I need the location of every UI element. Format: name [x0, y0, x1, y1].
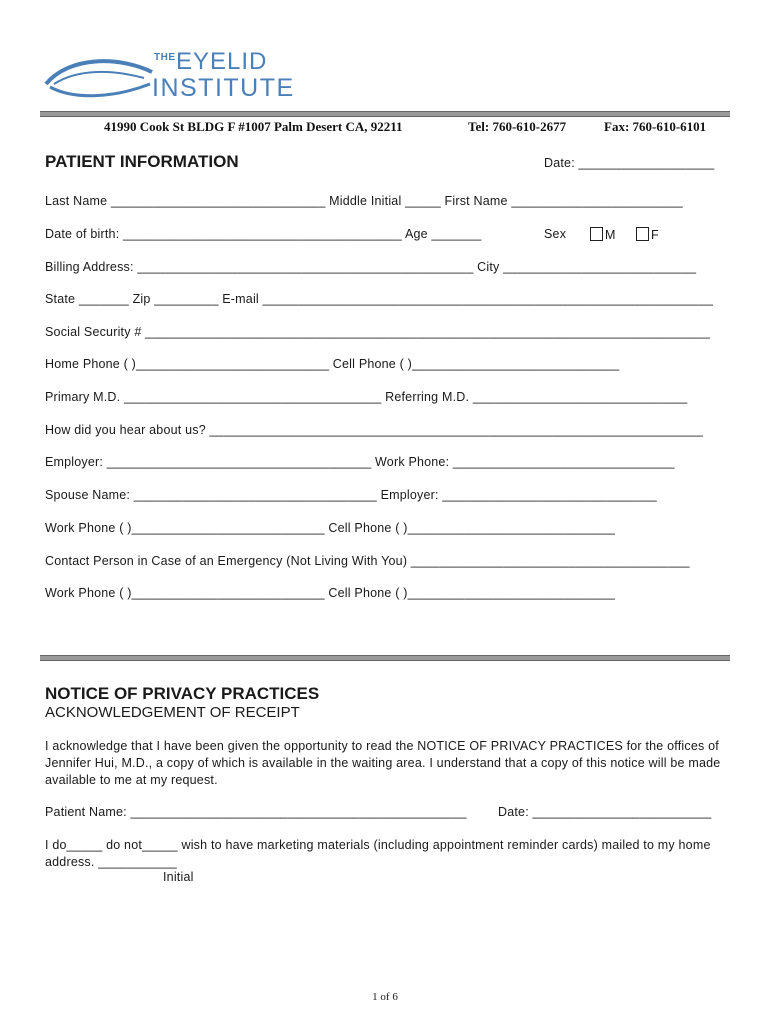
logo-the: THE — [154, 52, 176, 63]
female-checkbox[interactable] — [636, 227, 649, 241]
patient-name-field[interactable]: Patient Name: _______________________________________________ — [45, 805, 467, 819]
eye-logo-icon — [44, 54, 154, 104]
spouse-fields[interactable]: Spouse Name: __________________________________ Employer: ______________________________ — [45, 488, 657, 502]
sex-label: Sex — [544, 227, 567, 241]
sex-male-option[interactable] — [590, 227, 616, 242]
privacy-subtitle: ACKNOWLEDGEMENT OF RECEIPT — [45, 704, 300, 721]
emergency-contact-field[interactable]: Contact Person in Case of an Emergency (Not Living With You) _______________________________________ — [45, 554, 690, 568]
privacy-paragraph: I acknowledge that I have been given the opportunity to read the NOTICE OF PRIVACY PRACTICES for the offices of Jennifer Hui, M.D., a copy of which is available in the waiting area. I understand that a copy of this notice will be made available to me at my request. — [45, 739, 721, 787]
dob-age-fields[interactable]: Date of birth: _______________________________________ Age _______ — [45, 227, 482, 241]
page-number: 1 of 6 — [372, 991, 398, 1003]
employer-fields[interactable]: Employer: _____________________________________ Work Phone: _______________________________ — [45, 455, 675, 469]
home-cell-phone-fields[interactable]: Home Phone ( )___________________________ Cell Phone ( )_____________________________ — [45, 357, 620, 371]
ssn-field[interactable]: Social Security # _______________________________________________________________________________ — [45, 325, 711, 339]
spouse-phone-fields[interactable]: Work Phone ( )___________________________ Cell Phone ( )_____________________________ — [45, 521, 616, 535]
eyelid-institute-logo — [44, 50, 324, 106]
date-field[interactable]: Date: ___________________ — [544, 156, 715, 170]
privacy-title: NOTICE OF PRIVACY PRACTICES — [45, 684, 320, 703]
emergency-phone-fields[interactable]: Work Phone ( )___________________________ Cell Phone ( )_____________________________ — [45, 586, 616, 600]
billing-city-fields[interactable]: Billing Address: _______________________________________________ City ___________________________ — [45, 260, 697, 274]
logo-eyelid: EYELID — [176, 48, 268, 75]
section-divider — [40, 655, 730, 661]
male-label: M — [605, 228, 616, 242]
header-fax: Fax: 760-610-6101 — [604, 119, 707, 134]
name-fields[interactable]: Last Name ______________________________ Middle Initial _____ First Name ________________________ — [45, 194, 683, 208]
sex-female-option[interactable] — [636, 227, 659, 242]
md-fields[interactable]: Primary M.D. ____________________________________ Referring M.D. ______________________________ — [45, 390, 688, 404]
female-label: F — [651, 228, 659, 242]
header-tel: Tel: 760-610-2677 — [468, 119, 567, 134]
male-checkbox[interactable] — [590, 227, 603, 241]
initial-label: Initial — [163, 870, 194, 884]
logo-institute: INSTITUTE — [152, 74, 295, 102]
referral-source-field[interactable]: How did you hear about us? _____________________________________________________________________ — [45, 423, 704, 437]
state-zip-email-fields[interactable]: State _______ Zip _________ E-mail _______________________________________________________________ — [45, 292, 714, 306]
header-address: 41990 Cook St BLDG F #1007 Palm Desert CA, 92211 — [104, 119, 403, 134]
marketing-consent[interactable]: I do_____ do not_____ wish to have marketing materials (including appointment reminder cards) mailed to my home address. ___________ — [45, 838, 711, 869]
header-divider — [40, 111, 730, 117]
patient-information-title: PATIENT INFORMATION — [45, 152, 239, 171]
privacy-date-field[interactable]: Date: _________________________ — [498, 805, 712, 819]
